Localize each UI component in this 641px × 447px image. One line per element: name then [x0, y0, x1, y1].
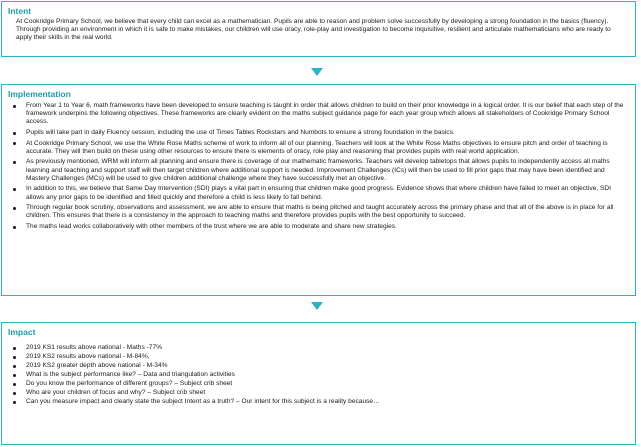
implementation-list	[8, 102, 629, 231]
list-item: The maths lead works collaboratively with other members of the trust where we are able to moderate and share new strategies.	[26, 223, 629, 231]
list-item: Pupils will take part in daily Fluency session, including the use of Times Tables Rockstars and Numbots to ensure a strong foundation in the basics.	[26, 129, 629, 137]
down-arrow-icon	[311, 68, 323, 76]
list-item: As previously mentioned, WRM will inform all planning and ensure there is coverage of our mathematic frameworks. Teachers will develop tabletops that allows pupils to independently access all maths learning and teaching and support staff will then target children where additional support is needed. Improvement Challenges (ICs) will then be used to fill prior gaps that may have been identified and Mastery Challenges (MCs) will be used to give children additional challenge where they have successfully met an objective.	[26, 158, 629, 183]
list-item: What is the subject performance like? – Data and triangulation activities	[26, 371, 629, 379]
list-item: 2019 KS2 results above national - M-84%,	[26, 353, 629, 361]
implementation-panel	[1, 84, 636, 296]
intent-title: Intent	[8, 6, 32, 16]
list-item: From Year 1 to Year 6, math frameworks have been developed to ensure teaching is taught in order that allows children to build on their prior knowledge in a logical order. It is our belief that each step of the framework underpins the following objectives. These frameworks are clearly evident on the maths subject guidance page for each year group which allows all stakeholders of Cookridge Primary School access.	[26, 102, 629, 127]
list-item: At Cookridge Primary School, we use the White Rose Maths scheme of work to inform all of our planning. Teachers will look at the White Rose Maths objectives to ensure pitch and order of teaching is accurate. They will then build on these using other resources to ensure there is elements of oracy, role play and reasoning that provides pupils with real world application.	[26, 140, 629, 156]
list-item: Do you know the performance of different groups? – Subject crib sheet	[26, 380, 629, 388]
impact-list	[8, 344, 629, 406]
intent-text: At Cookridge Primary School, we believe that every child can excel as a mathematician. Pupils are able to reason and problem solve successfully by developing a strong foundation in the basics (fluency). Through providing an environment in which it is safe to make mistakes, our children will use oracy, role-play and investigation to become inquisitive, resilient and articulate mathematicians who are ready to apply their skills in the real world.	[16, 18, 611, 42]
list-item: Through regular book scrutiny, observations and assessment, we are able to ensure that maths is being pitched and taught accurately across the primary phase and that all of the above is in place for all children. This ensures that there is a consistency in the approach to teaching maths and therefore provides pupils with the best opportunity to succeed.	[26, 204, 629, 220]
list-item: In addition to this, we believe that Same Day Intervention (SDI) plays a vital part in ensuring that children make good progress. Evidence shows that where children have failed to meet an objective, SDI allows any prior gaps to be identified and filled quickly and therefore a child is less likely to fall behind.	[26, 185, 629, 201]
list-item: Who are your children of focus and why? – Subject crib sheet	[26, 389, 629, 397]
impact-panel	[1, 322, 636, 445]
implementation-title: Implementation	[8, 89, 71, 99]
list-item: 2019 KS2 greater depth above national - M-34%	[26, 362, 629, 370]
intent-panel	[1, 1, 636, 57]
down-arrow-icon	[311, 302, 323, 310]
list-item: 2019 KS1 results above national - Maths -77%	[26, 344, 629, 352]
impact-title: Impact	[8, 327, 36, 337]
list-item: Can you measure impact and clearly state the subject Intent as a truth? – Our intent for this subject is a reality because…	[26, 398, 629, 406]
